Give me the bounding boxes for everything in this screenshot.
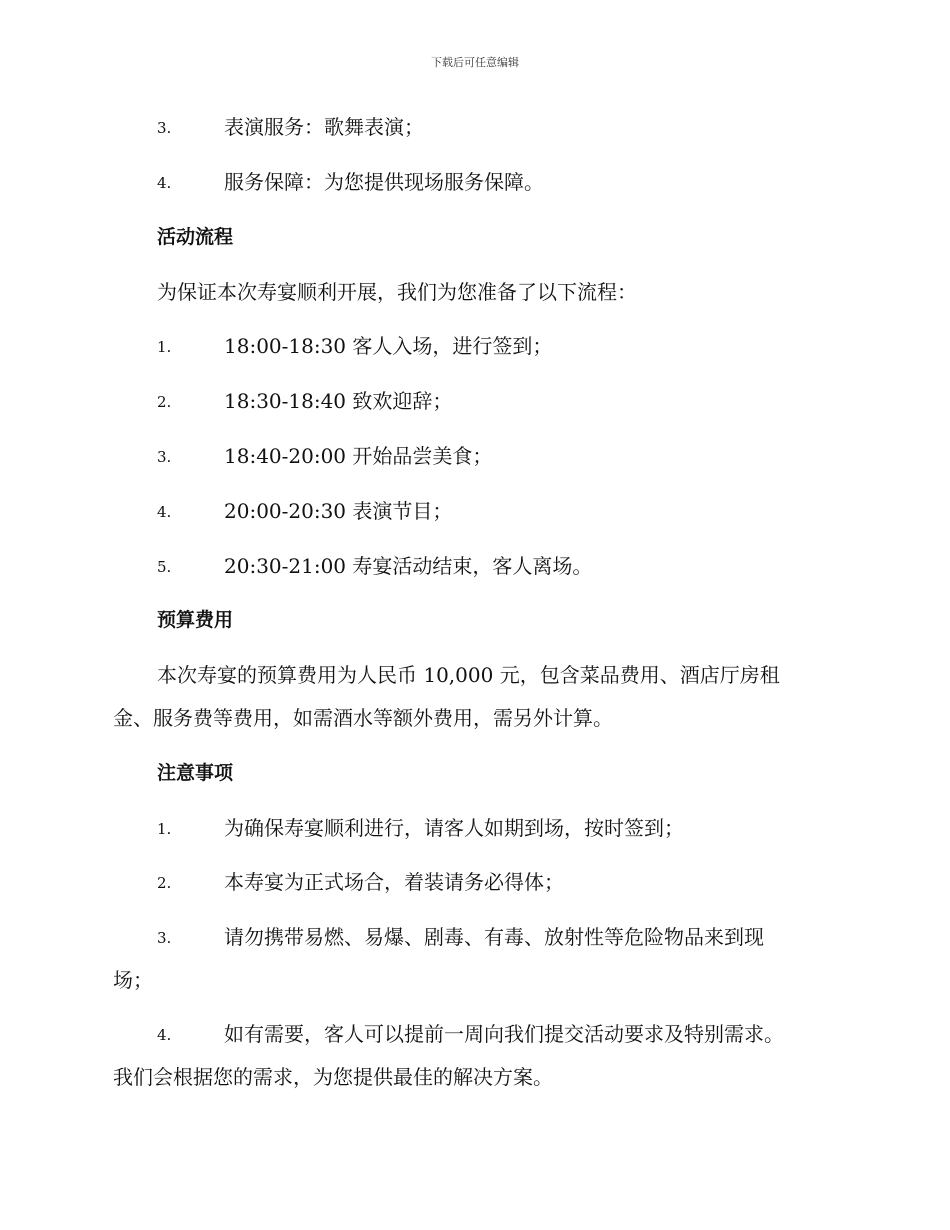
heading-text: 注意事项: [157, 762, 234, 784]
heading-text: 活动流程: [157, 226, 234, 248]
list-text: 18:40-20:00 开始品尝美食；: [224, 444, 493, 468]
list-text: 如有需要，客人可以提前一周向我们提交活动要求及特别需求。: [224, 1022, 784, 1046]
page-header-note: 下载后可任意编辑: [431, 56, 519, 69]
list-text: 服务保障：为您提供现场服务保障。: [224, 170, 544, 194]
paragraph-text: 为保证本次寿宴顺利开展，我们为您准备了以下流程：: [157, 280, 637, 304]
list-text: 我们会根据您的需求，为您提供最佳的解决方案。: [113, 1065, 553, 1089]
list-text: 本寿宴为正式场合，着装请务必得体；: [224, 870, 564, 894]
list-text: 表演服务：歌舞表演；: [224, 115, 424, 139]
list-number: 3.: [157, 448, 172, 466]
list-number: 3.: [157, 929, 172, 947]
paragraph-text: 本次寿宴的预算费用为人民币 10,000 元，包含菜品费用、酒店厅房租: [157, 663, 780, 687]
list-number: 2.: [157, 393, 172, 411]
list-number: 2.: [157, 874, 172, 892]
list-text: 20:00-20:30 表演节目；: [224, 499, 453, 523]
list-number: 1.: [157, 338, 172, 356]
list-text: 18:00-18:30 客人入场，进行签到；: [224, 334, 553, 358]
list-number: 4.: [157, 503, 172, 521]
heading-text: 预算费用: [157, 609, 234, 631]
list-number: 5.: [157, 558, 172, 576]
list-text: 20:30-21:00 寿宴活动结束，客人离场。: [224, 554, 593, 578]
list-number: 4.: [157, 1026, 172, 1044]
paragraph-text: 金、服务费等费用，如需酒水等额外费用，需另外计算。: [113, 706, 613, 730]
list-text: 为确保寿宴顺利进行，请客人如期到场，按时签到；: [224, 816, 684, 840]
list-text: 请勿携带易燃、易爆、剧毒、有毒、放射性等危险物品来到现: [224, 925, 764, 949]
list-text: 18:30-18:40 致欢迎辞；: [224, 389, 453, 413]
list-text: 场；: [113, 968, 153, 992]
list-number: 4.: [157, 174, 172, 192]
list-number: 1.: [157, 820, 172, 838]
list-number: 3.: [157, 119, 172, 137]
